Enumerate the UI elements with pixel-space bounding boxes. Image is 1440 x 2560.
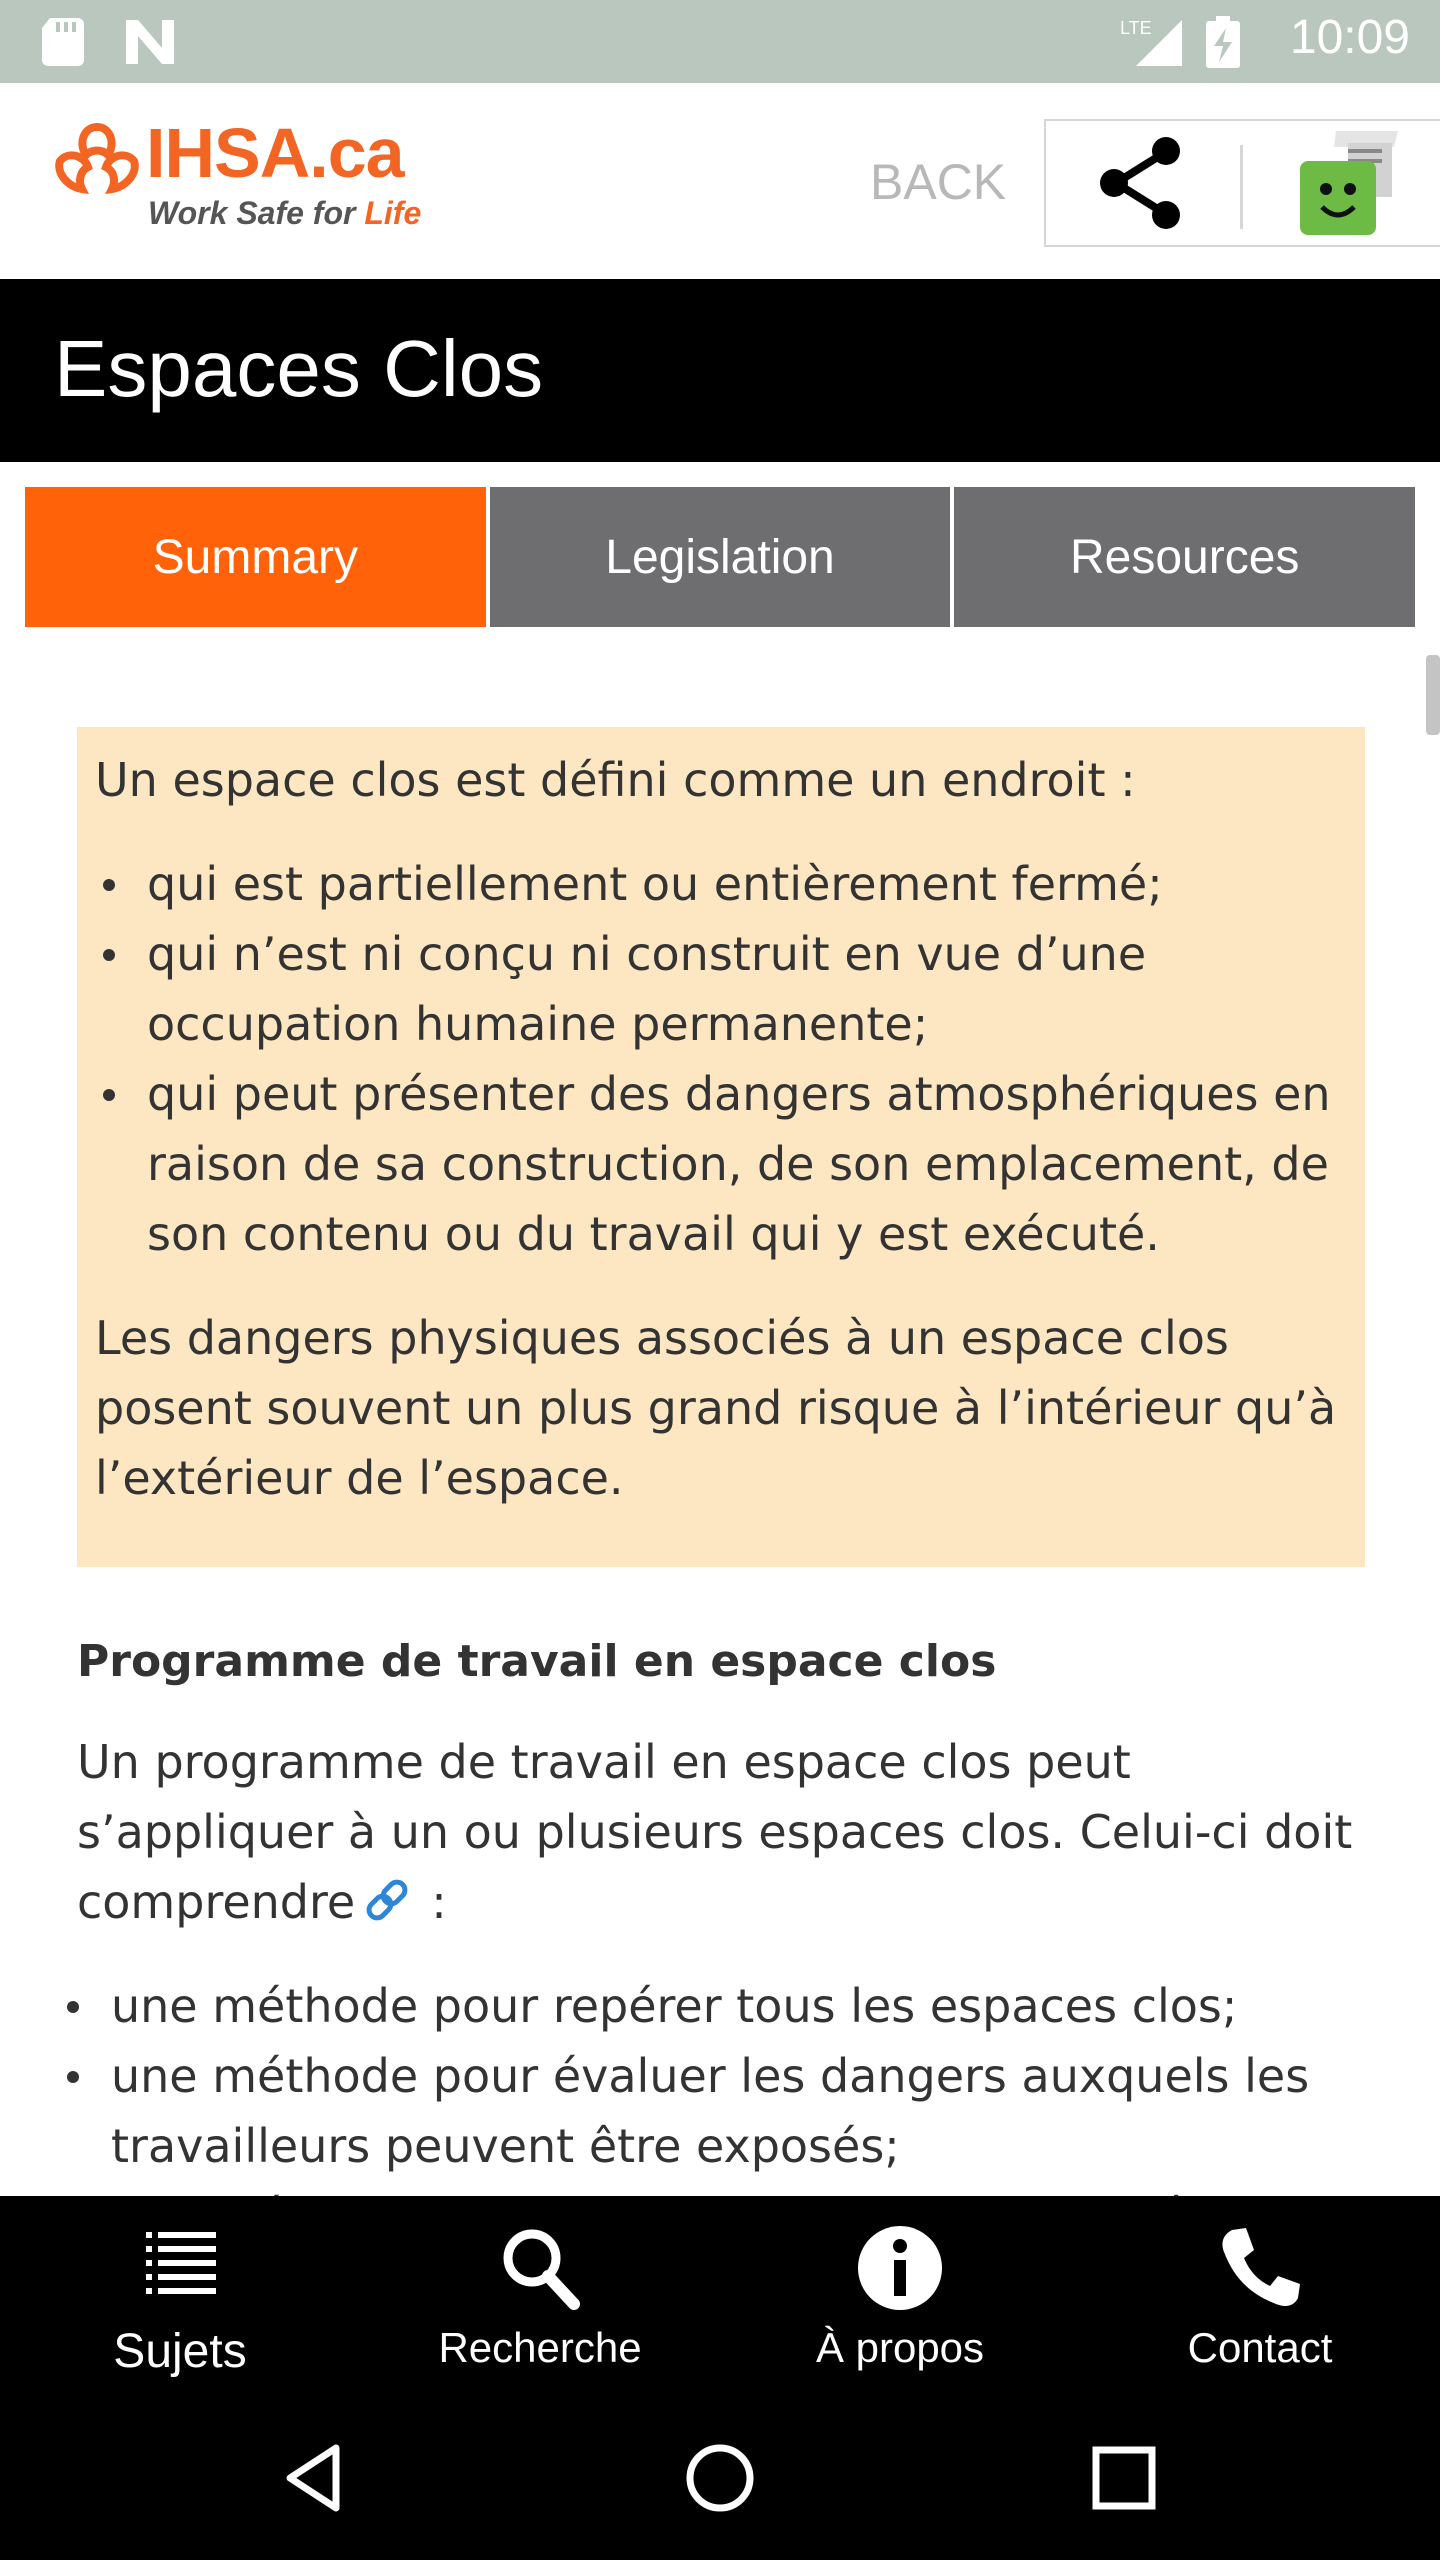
battery-charging-icon [1206, 16, 1240, 68]
callout-closing: Les dangers physiques associés à un espace clos posent souvent un plus grand risque à l’intérieur qu’à l’extérieur de l’espace. [95, 1311, 1337, 1505]
app-launcher-button[interactable] [1286, 127, 1406, 239]
back-triangle-icon [276, 2438, 356, 2518]
status-time: 10:09 [1289, 11, 1410, 64]
scrollbar-thumb[interactable] [1426, 655, 1440, 735]
back-button[interactable]: BACK [870, 154, 1007, 210]
header-actions [1044, 119, 1440, 247]
system-back-button[interactable] [276, 2438, 356, 2518]
nav-label: À propos [815, 2324, 985, 2371]
tagline-accent: Life [364, 195, 422, 231]
nav-sujets[interactable] [0, 2196, 360, 2396]
section-paragraph [77, 1727, 1377, 1937]
list-item: une méthode pour évaluer les dangers auxquels les travailleurs peuvent être exposés; [59, 2041, 1359, 2181]
tab-bar [25, 487, 1415, 627]
page-title: Espaces Clos [54, 324, 544, 413]
tab-legislation[interactable]: Legislation [486, 487, 951, 627]
nav-contact[interactable] [1080, 2196, 1440, 2396]
logo-tagline [148, 195, 421, 232]
list-item: qui peut présenter des dangers atmosphériques en raison de sa construction, de son emplacement, de son contenu ou du travail qui y est exécuté. [95, 1059, 1347, 1269]
callout-intro: Un espace clos est défini comme un endroit : [95, 753, 1136, 807]
system-nav-bar [0, 2396, 1440, 2560]
callout-list [95, 849, 1347, 1269]
section-paragraph-text: Un programme de travail en espace clos peut s’appliquer à un ou plusieurs espaces clos. Celui-ci doit comprendre [77, 1735, 1353, 1929]
bottom-nav [0, 2196, 1440, 2396]
system-recents-button[interactable] [1084, 2438, 1164, 2518]
ihsa-logo[interactable] [54, 113, 434, 253]
tab-resources[interactable]: Resources [950, 487, 1415, 627]
notification-icons [42, 18, 176, 66]
list-icon [130, 2218, 230, 2318]
header-divider [1240, 145, 1243, 229]
sd-card-icon [42, 18, 84, 66]
status-bar [0, 0, 1440, 83]
share-button[interactable] [1092, 133, 1192, 233]
app-header [0, 83, 1440, 279]
title-bar [0, 279, 1440, 462]
nav-label: Contact [1187, 2324, 1333, 2371]
content-area[interactable] [0, 627, 1440, 2196]
system-home-button[interactable] [680, 2438, 760, 2518]
recents-square-icon [1084, 2438, 1164, 2518]
system-status-icons [1118, 16, 1240, 68]
lte-signal-icon [1118, 16, 1184, 68]
n-notification-icon [124, 18, 176, 66]
phone-icon [1210, 2218, 1310, 2318]
link-icon[interactable] [363, 1876, 411, 1924]
trillium-logo-icon [54, 121, 140, 201]
tab-summary[interactable]: Summary [25, 487, 486, 627]
definition-callout [77, 727, 1365, 1567]
nav-label: Recherche [438, 2324, 642, 2371]
section-heading: Programme de travail en espace clos [77, 1636, 997, 1687]
search-icon [490, 2218, 590, 2318]
logo-brand: IHSA.ca [146, 114, 404, 192]
app-face-icon [1286, 127, 1406, 239]
share-icon [1092, 133, 1192, 233]
nav-label: Sujets [113, 2325, 247, 2378]
list-item: une méthode pour repérer tous les espaces clos; [59, 1971, 1359, 2041]
section-paragraph-end: : [431, 1875, 447, 1929]
nav-recherche[interactable] [360, 2196, 720, 2396]
tagline-prefix: Work Safe for [148, 195, 365, 231]
nav-a-propos[interactable] [720, 2196, 1080, 2396]
info-icon [850, 2218, 950, 2318]
home-circle-icon [680, 2438, 760, 2518]
svg-text:LTE: LTE [1120, 18, 1152, 38]
list-item: qui n’est ni conçu ni construit en vue d’une occupation humaine permanente; [95, 919, 1347, 1059]
list-item: qui est partiellement ou entièrement fermé; [95, 849, 1347, 919]
